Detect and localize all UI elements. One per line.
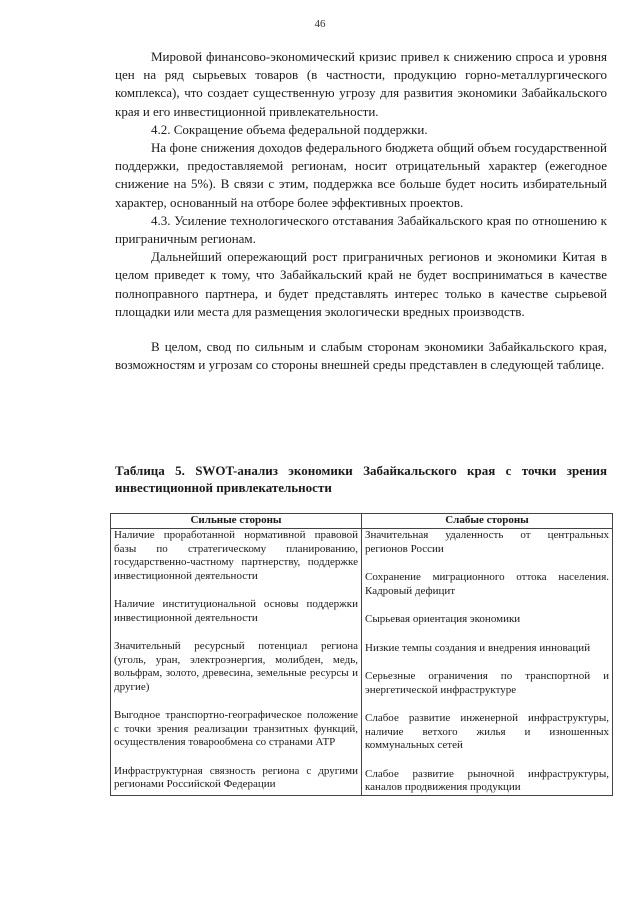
strength-item: Инфраструктурная связность региона с другими регионами Российской Федерации xyxy=(114,764,358,790)
strength-item: Наличие проработанной нормативной правовой базы по стратегическому планированию, государственно-частному партнерству, поддержке инвестиционной деятельности xyxy=(114,529,358,582)
weaknesses-cell xyxy=(362,529,613,796)
weakness-item: Сырьевая ориентация экономики xyxy=(365,613,521,625)
table-row xyxy=(111,529,613,796)
body-text xyxy=(115,48,607,374)
weakness-item: Сохранение миграционного оттока населения. Кадровый дефицит xyxy=(365,571,609,597)
section-heading: 4.2. Сокращение объема федеральной поддержки. xyxy=(151,121,428,137)
table-caption: Таблица 5. SWOT-анализ экономики Забайкальского края с точки зрения инвестиционной привлекательности xyxy=(115,463,607,495)
paragraph: Дальнейший опережающий рост приграничных регионов и экономики Китая в целом приведет к тому, что Забайкальский край не будет восприниматься в качестве полноправного партнера, и будет представлять интерес только в качестве сырьевой площадки или места для размещения экологически вредных производств. xyxy=(115,249,607,319)
weakness-item: Слабое развитие инженерной инфраструктуры, наличие ветхого жилья и изношенных коммунальных сетей xyxy=(365,712,609,751)
strength-item: Значительный ресурсный потенциал региона (уголь, уран, электроэнергия, молибден, медь, вольфрам, золото, древесина, земельные ресурсы и другие) xyxy=(114,640,358,693)
section-heading: 4.3. Усиление технологического отставания Забайкальского края по отношению к приграничным регионам. xyxy=(115,212,607,247)
column-header-strengths: Сильные стороны xyxy=(111,514,362,529)
page-number: 46 xyxy=(314,18,326,30)
paragraph: Мировой финансово-экономический кризис привел к снижению спроса и уровня цен на ряд сырьевых товаров (в частности, продукцию горно-металлургического комплекса), что создает существенную угрозу для развития экономики Забайкальского края и его инвестиционной привлекательности. xyxy=(115,49,607,119)
paragraph: В целом, свод по сильным и слабым сторонам экономики Забайкальского края, возможностям и угрозам со стороны внешней среды представлен в следующей таблице. xyxy=(115,339,607,373)
table-header-row xyxy=(111,514,613,529)
weakness-item: Низкие темпы создания и внедрения инноваций xyxy=(365,641,591,654)
strength-item: Выгодное транспортно-географическое положение с точки зрения реализации транзитных функций, осуществления товарообмена со странами АТР xyxy=(114,709,358,748)
strengths-cell xyxy=(111,529,362,796)
paragraph: На фоне снижения доходов федерального бюджета общий объем государственной поддержки, предоставляемой регионам, носит отрицательный характер (ежегодное снижение на 5%). В связи с этим, поддержка все больше будет носить избирательный характер, основанный на отборе более эффективных проектов. xyxy=(115,140,607,210)
column-header-weaknesses: Слабые стороны xyxy=(362,514,613,529)
weakness-item: Серьезные ограничения по транспортной и энергетической инфраструктуре xyxy=(365,670,609,696)
strength-item: Наличие институциональной основы поддержки инвестиционной деятельности xyxy=(114,598,358,624)
swot-table xyxy=(110,513,613,796)
weakness-item: Слабое развитие рыночной инфраструктуры, каналов продвижения продукции xyxy=(365,767,609,793)
weakness-item: Значительная удаленность от центральных регионов России xyxy=(365,529,609,555)
